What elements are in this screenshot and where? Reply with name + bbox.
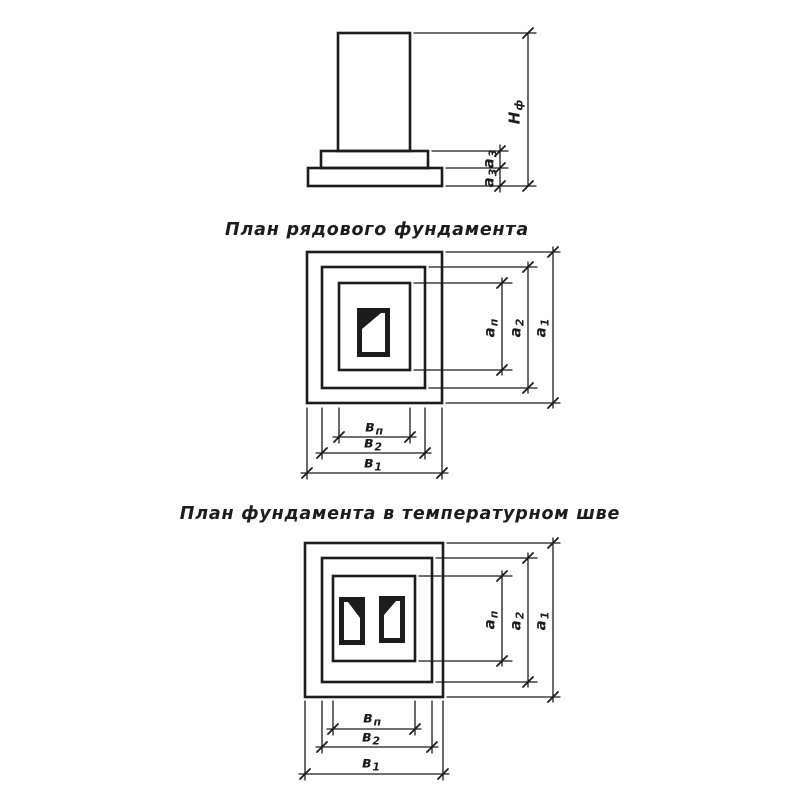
dim-main: в [363,453,374,472]
dim-sub: п [487,610,501,619]
plan1-dim-label-a-p [480,318,501,338]
dim-sub: 3 [486,168,500,177]
dim-main: в [361,727,372,746]
dim-label-step-lower [479,168,500,188]
dim-main: а [480,619,499,630]
dim-main: а [479,158,498,169]
dim-sub: 2 [513,318,527,327]
plan-regular-title: План рядового фундамента [225,220,529,240]
plan1-dim-label-a-2 [506,318,527,338]
dim-label-foundation-height [505,99,526,125]
dim-main: в [361,753,372,772]
dim-main: а [531,620,550,631]
dim-main: в [363,433,374,452]
dim-main: Н [505,111,524,125]
dim-main: а [506,327,525,338]
plan2-outline-step1 [305,543,443,697]
dim-sub: ф [512,99,526,111]
plan-regular-foundation [301,247,560,479]
dim-sub: 1 [538,318,552,327]
plan2-dim-label-b-1 [361,753,381,774]
foundation-step-lower [308,168,442,186]
dim-sub: п [375,424,384,438]
plan2-dim-label-b-2 [361,727,381,748]
dim-main: а [506,620,525,631]
plan-joint-foundation [299,538,560,780]
dim-main: а [479,177,498,188]
plan1-dim-label-a-1 [531,318,552,338]
dim-sub: 1 [538,611,552,620]
dim-sub: 3 [486,149,500,158]
dim-sub: 2 [513,611,527,620]
dim-sub: 2 [372,734,381,748]
plan2-dim-label-b-p [362,708,382,729]
foundation-step-upper [321,151,428,168]
dim-sub: п [373,715,382,729]
dim-main: а [531,327,550,338]
plan2-dim-label-a-p [480,610,501,630]
plan2-dim-label-a-2 [506,611,527,631]
foundation-elevation-view [308,28,536,192]
dim-sub: 2 [374,440,383,454]
dim-sub: п [487,318,501,327]
plan-joint-title: План фундамента в температурном шве [179,504,621,524]
dim-main: в [364,417,375,436]
dim-main: а [480,327,499,338]
dim-main: в [362,708,373,727]
column-shaft [338,33,410,151]
plan2-dim-label-a-1 [531,611,552,631]
dim-sub: 1 [374,460,383,474]
dim-sub: 1 [372,760,381,774]
dim-label-step-upper [479,149,500,169]
plan1-dim-label-b-1 [363,453,383,474]
plan1-dim-label-b-2 [363,433,383,454]
